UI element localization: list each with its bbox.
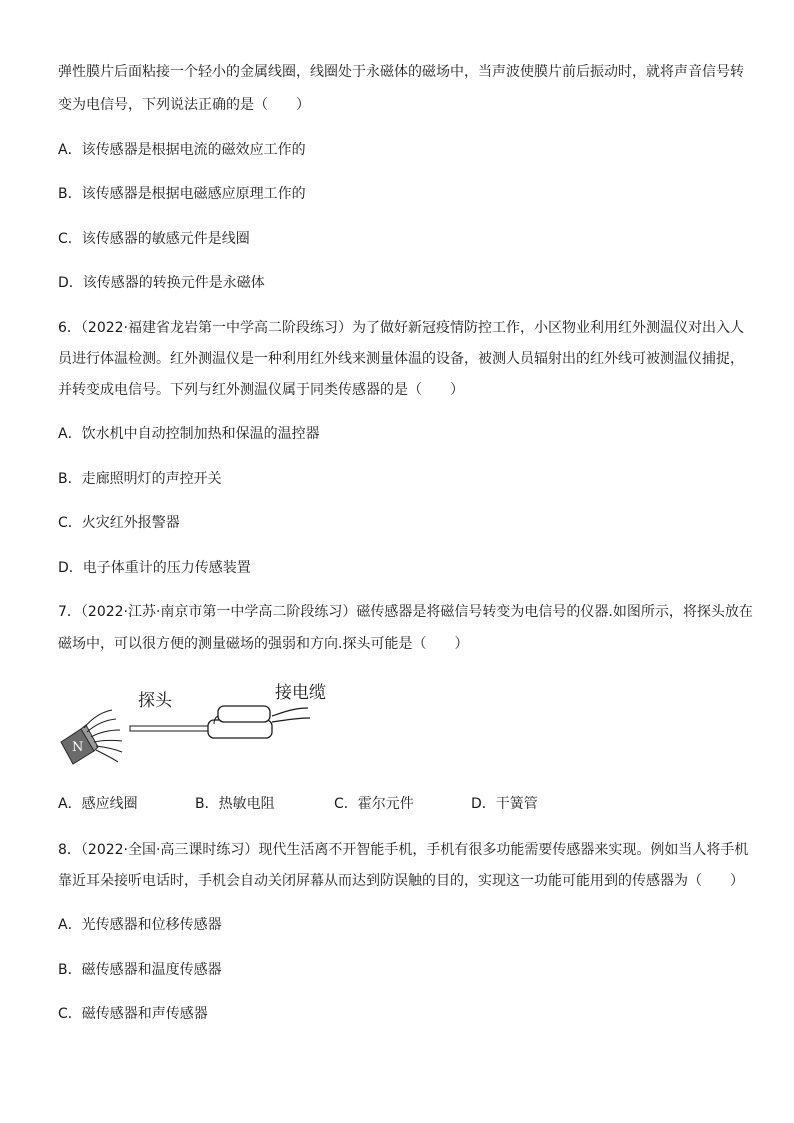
q7-option-a: A．感应线圈 bbox=[58, 796, 138, 812]
probe-handle bbox=[208, 706, 272, 738]
magnetic-sensor-diagram bbox=[58, 676, 358, 776]
q6-stem-line-1: 6．（2022·福建省龙岩第一中学高二阶段练习）为了做好新冠疫情防控工作，小区物业利用红外测温仪对出入人 bbox=[58, 320, 744, 336]
cable-wires bbox=[272, 708, 310, 722]
q8-stem-line-2: 靠近耳朵接听电话时，手机会自动关闭屏幕从而达到防误触的目的，实现这一功能可能用到的传感器为（ ） bbox=[58, 873, 744, 889]
q5-option-d: D．该传感器的转换元件是永磁体 bbox=[58, 275, 265, 291]
q8-option-a: A．光传感器和位移传感器 bbox=[58, 917, 222, 933]
magnet-block bbox=[61, 725, 98, 764]
cable-label: 接电缆 bbox=[275, 683, 326, 703]
q8-stem-line-1: 8．（2022·全国·高三课时练习）现代生活离不开智能手机，手机有很多功能需要传感器来实现。例如当人将手机 bbox=[58, 842, 749, 858]
q6-stem-line-3: 并转变成电信号。下列与红外测温仪属于同类传感器的是（ ） bbox=[58, 382, 464, 398]
q7-options-row bbox=[58, 794, 618, 814]
q7-option-b: B．热敏电阻 bbox=[195, 796, 275, 812]
probe-label: 探头 bbox=[138, 691, 172, 711]
q5-option-a: A．该传感器是根据电流的磁效应工作的 bbox=[58, 142, 306, 158]
magnet-north-label: N bbox=[72, 740, 84, 755]
q7-option-c: C．霍尔元件 bbox=[334, 796, 414, 812]
q6-option-a: A．饮水机中自动控制加热和保温的温控器 bbox=[58, 426, 320, 442]
q6-option-c: C．火灾红外报警器 bbox=[58, 515, 180, 531]
q8-option-b: B．磁传感器和温度传感器 bbox=[58, 962, 222, 978]
q7-option-d: D．干簧管 bbox=[471, 796, 538, 812]
magnetic-sensor-figure bbox=[58, 676, 358, 776]
q6-option-b: B．走廊照明灯的声控开关 bbox=[58, 471, 222, 487]
q5-option-c: C．该传感器的敏感元件是线圈 bbox=[58, 231, 250, 247]
q7-stem-line-1: 7．（2022·江苏·南京市第一中学高二阶段练习）磁传感器是将磁信号转变为电信号的仪器.如图所示，将探头放在 bbox=[58, 604, 753, 620]
q6-stem-line-2: 员进行体温检测。红外测温仪是一种利用红外线来测量体温的设备，被测人员辐射出的红外线可被测温仪捕捉， bbox=[58, 351, 744, 367]
probe-rod bbox=[130, 726, 210, 731]
q5-option-b: B．该传感器是根据电磁感应原理工作的 bbox=[58, 186, 306, 202]
q5-stem-line-2: 变为电信号，下列说法正确的是（ ） bbox=[58, 97, 310, 113]
q7-stem-line-2: 磁场中，可以很方便的测量磁场的强弱和方向.探头可能是（ ） bbox=[58, 636, 469, 652]
q6-option-d: D．电子体重计的压力传感装置 bbox=[58, 560, 251, 576]
q5-stem-line-1: 弹性膜片后面粘接一个轻小的金属线圈，线圈处于永磁体的磁场中，当声波使膜片前后振动时，就将声音信号转 bbox=[58, 64, 744, 80]
q8-option-c: C．磁传感器和声传感器 bbox=[58, 1006, 208, 1022]
